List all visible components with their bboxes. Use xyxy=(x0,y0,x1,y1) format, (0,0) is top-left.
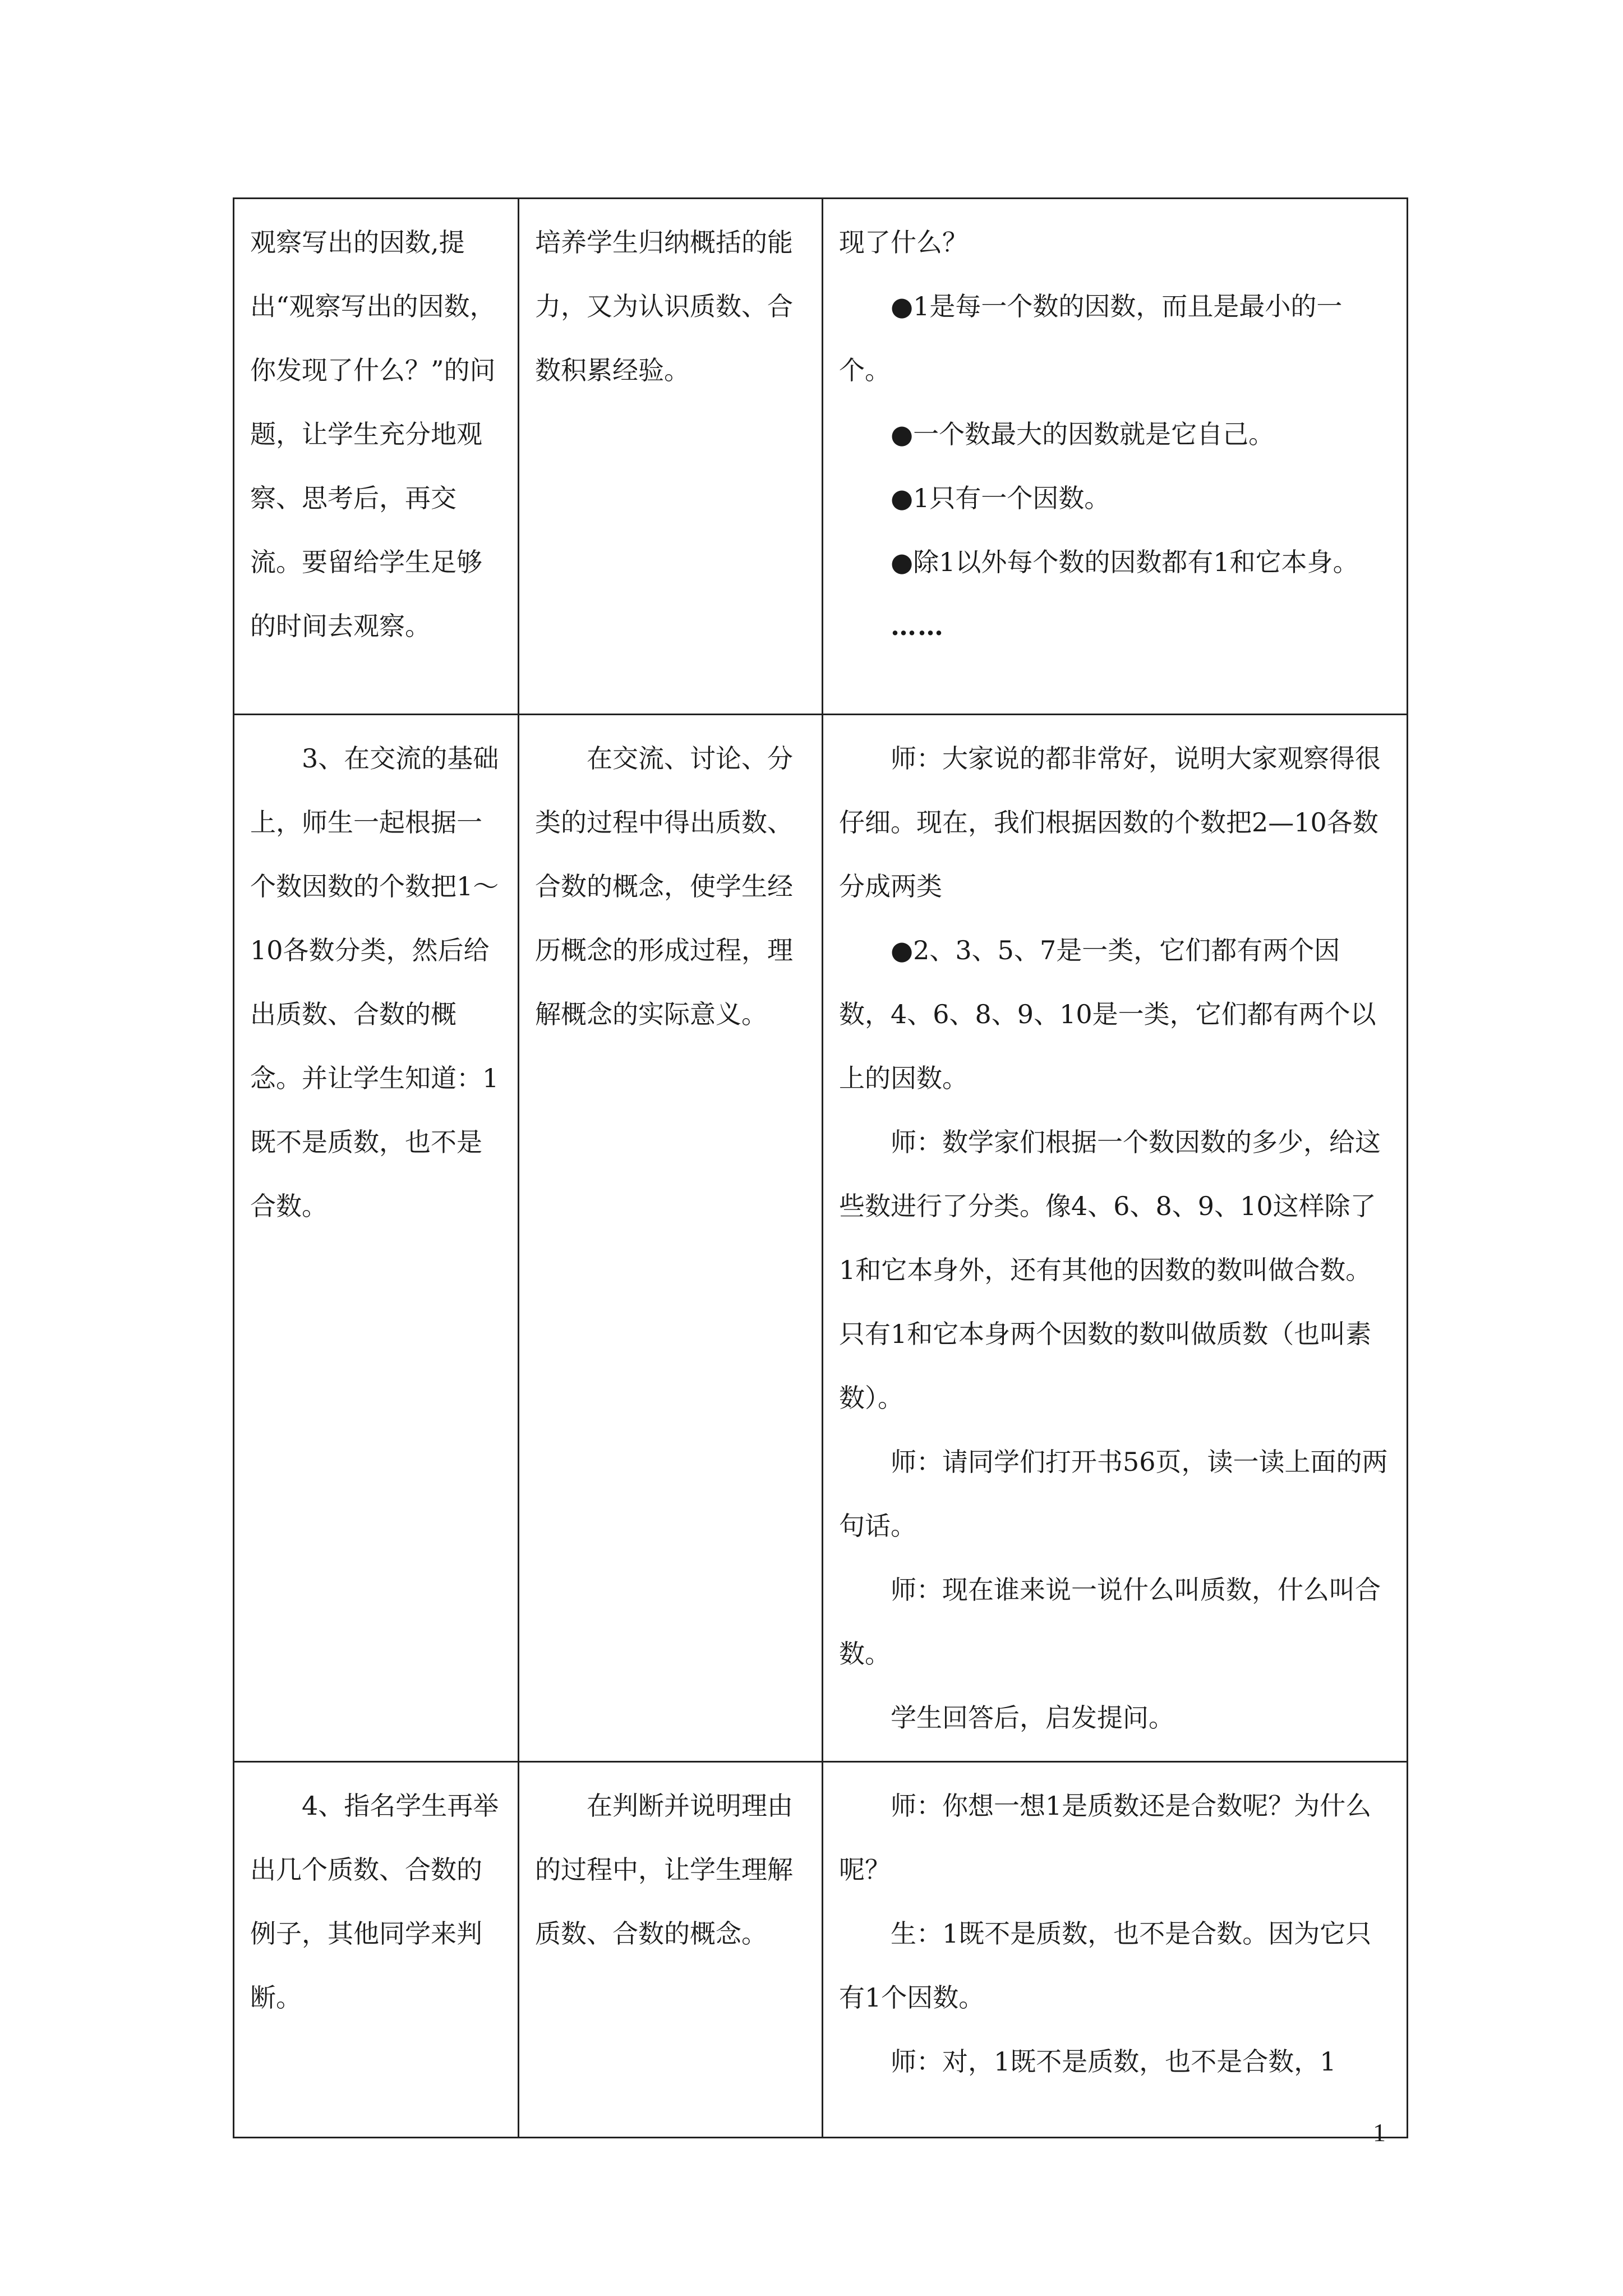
process-bullet: ●1只有一个因数。 xyxy=(891,483,1110,513)
process-bullet: ●除1以外每个数的因数都有1和它本身。 xyxy=(891,547,1359,577)
process-cell xyxy=(823,715,1408,1762)
process-cell xyxy=(823,1762,1408,2138)
purpose-cell xyxy=(519,1762,823,2138)
process-ellipsis: …… xyxy=(891,611,944,641)
activity-cell xyxy=(234,199,519,715)
activity-cell xyxy=(234,715,519,1762)
purpose-text: 在判断并说明理由的过程中，让学生理解质数、合数的概念。 xyxy=(535,1791,793,1949)
process-bullet: ●一个数最大的因数就是它自己。 xyxy=(891,419,1275,449)
table-row xyxy=(234,1762,1408,2138)
process-cell xyxy=(823,199,1408,715)
purpose-text: 在交流、讨论、分类的过程中得出质数、合数的概念，使学生经历概念的形成过程，理解概念的实际意义。 xyxy=(535,743,793,1029)
activity-text: 4、指名学生再举出几个质数、合数的例子，其他同学来判断。 xyxy=(250,1791,499,2013)
activity-cell xyxy=(234,1762,519,2138)
process-paragraph: 师：请同学们打开书56页，读一读上面的两句话。 xyxy=(839,1447,1388,1541)
process-bullet: ●2、3、5、7是一类，它们都有两个因数，4、6、8、9、10是一类，它们都有两个以上的因数。 xyxy=(839,935,1376,1093)
activity-text: 观察写出的因数,提出“观察写出的因数，你发现了什么？”的问题，让学生充分地观察、思考后，再交流。要留给学生足够的时间去观察。 xyxy=(250,227,496,641)
process-paragraph: 师：对，1既不是质数，也不是合数，1 xyxy=(891,2046,1336,2077)
purpose-text: 培养学生归纳概括的能力，又为认识质数、合数积累经验。 xyxy=(535,227,793,385)
purpose-cell xyxy=(519,199,823,715)
process-paragraph: 生：1既不是质数，也不是合数。因为它只有1个因数。 xyxy=(839,1918,1372,2013)
page-number: 1 xyxy=(1373,2118,1386,2147)
activity-text: 3、在交流的基础上，师生一起根据一个数因数的个数把1～10各数分类，然后给出质数、合数的概念。并让学生知道：1既不是质数，也不是合数。 xyxy=(250,743,499,1221)
lesson-plan-table xyxy=(233,197,1408,2138)
process-paragraph: 师：你想一想1是质数还是合数呢？为什么呢？ xyxy=(839,1791,1372,1885)
process-bullet: ●1是每一个数的因数，而且是最小的一个。 xyxy=(839,291,1343,385)
process-paragraph: 现了什么？ xyxy=(839,227,968,257)
purpose-cell xyxy=(519,715,823,1762)
table-row xyxy=(234,199,1408,715)
table-row xyxy=(234,715,1408,1762)
process-paragraph: 师：大家说的都非常好，说明大家观察得很仔细。现在，我们根据因数的个数把2—10各数分成两类 xyxy=(839,743,1381,901)
process-paragraph: 师：现在谁来说一说什么叫质数，什么叫合数。 xyxy=(839,1575,1381,1669)
process-paragraph: 学生回答后，启发提问。 xyxy=(891,1703,1174,1733)
process-paragraph: 师：数学家们根据一个数因数的多少，给这些数进行了分类。像4、6、8、9、10这样除了1和它本身外，还有其他的因数的数叫做合数。只有1和它本身两个因数的数叫做质数（也叫素数）。 xyxy=(839,1127,1381,1413)
